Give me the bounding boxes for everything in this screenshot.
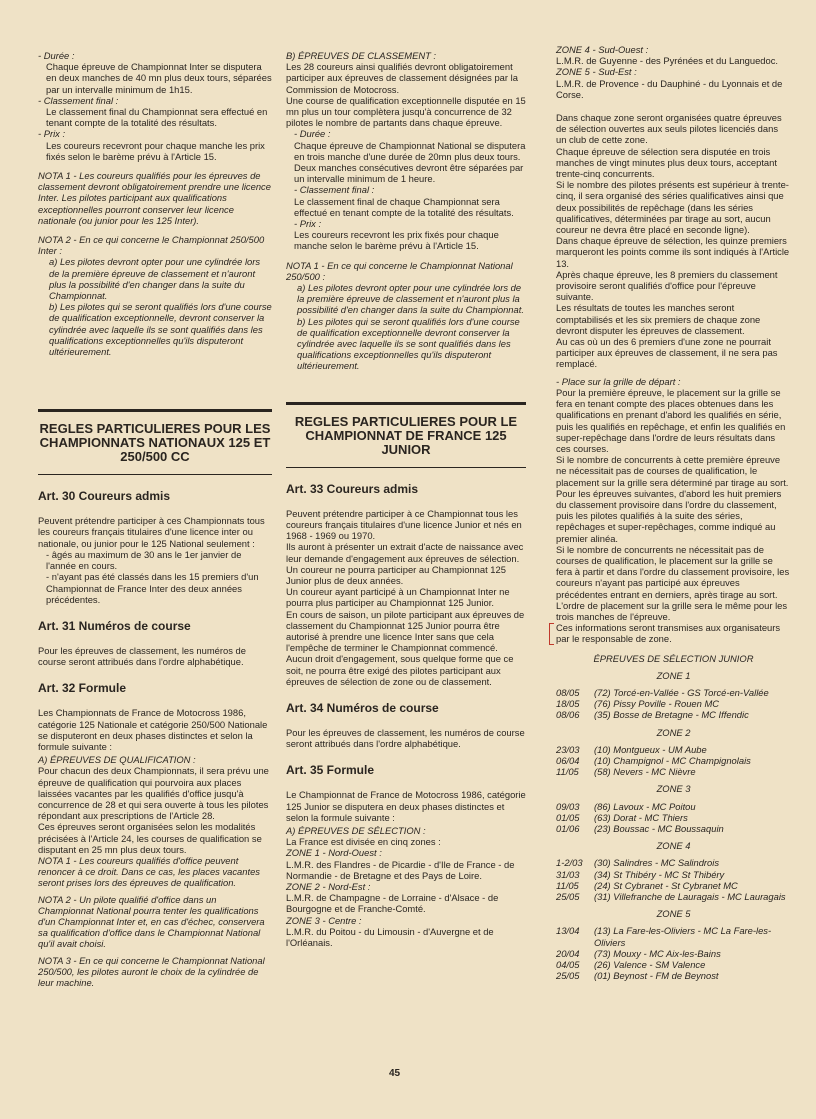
column-2: [286, 50, 526, 948]
schedule-date: 11/05: [556, 766, 579, 778]
page-number: 45: [389, 1068, 401, 1079]
art33-p3: Un coureur ne pourra participer au Championnat 125 Junior plus de deux années.: [286, 563, 506, 586]
schedule-event: (24) St Cybranet - St Cybranet MC: [594, 879, 738, 891]
zone5-text: L.M.R. de Provence - du Dauphiné - du Lyonnais et de Corse.: [556, 77, 783, 100]
schedule-date: 06/04: [556, 754, 580, 766]
art32-sub-p1: Pour chacun des deux Championnats, il sera prévu une épreuve de qualification qui pourvoira aux places laissées vacantes par les qualifiés d'office jusqu'à concurrence de 28 et qui sera ouverte à tous les pilotes répondant aux prescriptions de l'Article 28.: [38, 765, 269, 822]
schedule-event: (58) Nevers - MC Nièvre: [594, 766, 696, 778]
classement-p2: Une course de qualification exceptionnelle disputée en 15 mn plus un tour complètera jusqu'à concurrence de 32 pilotes le nombre de partants dans chaque épreuve.: [286, 94, 526, 129]
schedule-row: [556, 959, 791, 970]
art33-p5: En cours de saison, un pilote participant aux épreuves de classement du Championnat 125 Junior pourra être autorisé à prendre une licence Inter sans que cela l'empêche de terminer le Championnat commencé.: [286, 608, 525, 654]
schedule-row: [556, 925, 791, 947]
schedule-event: (13) La Fare-les-Oliviers - MC La Fare-les-Oliviers: [594, 925, 772, 948]
schedule-zone-title: ZONE 1: [656, 669, 691, 681]
schedule-event: (73) Mouxy - MC Aix-les-Bains: [594, 947, 721, 959]
schedule-event: (76) Pissy Poville - Rouen MC: [594, 698, 720, 710]
art35-sub: A) ÉPREUVES DE SÉLECTION :: [286, 824, 426, 836]
schedule-zone-title: ZONE 2: [656, 726, 691, 738]
classement-p1: Les 28 coureurs ainsi qualifiés devront obligatoirement participer aux épreuves de classement désignées par la Commission de Motocross.: [286, 61, 518, 95]
nota-block: [38, 170, 272, 357]
schedule-event: (35) Bosse de Bretagne - MC Iffendic: [594, 709, 749, 721]
schedule-row: [556, 687, 791, 698]
grid-p5: L'ordre de placement sur la grille sera le même pour les trois manches de l'épreuve.: [556, 599, 788, 622]
section-rule-junior-thin: [286, 467, 526, 468]
c3-p2: Chaque épreuve de sélection sera disputée en trois manches de vingt minutes plus deux tours, acceptant trente-cinq concurrents.: [556, 145, 777, 180]
schedule-event: (23) Boussac - MC Boussaquin: [594, 823, 724, 834]
c3-p3: Si le nombre des pilotes présents est supérieur à trente-cinq, il sera organisé des séries qualificatives ainsi que deux possibilités de repêchage (dans les séries qualificatives, déterminées par tirage au sort, aucun coureur ne devra être placé en seconde ligne).: [556, 179, 789, 236]
art30-p2: - âgés au maximum de 30 ans le 1er janvier de l'année en cours.: [46, 548, 242, 572]
zone2-text: L.M.R. de Champagne - de Lorraine - d'Alsace - de Bourgogne et de Franche-Comté.: [286, 892, 499, 915]
art32-nota-2: NOTA 2 - Un pilote qualifié d'office dans un Championnat National pourra tenter les qualifications d'un Championnat Inter et, en cas d'échec, conservera sa qualification d'office dans le Championnat National qu'il avait choisi.: [38, 893, 265, 950]
classement-text: Le classement final du Championnat sera effectué en tenant compte de la totalité des résultats.: [46, 106, 268, 129]
c3-p1: Dans chaque zone seront organisées quatre épreuves de sélection ouvertes aux seuls pilotes licenciés dans un club de cette zone.: [556, 112, 782, 146]
art35-sub-p1: La France est divisée en cinq zones :: [286, 836, 441, 848]
red-bracket-mark: [549, 623, 554, 645]
marked-paragraph: [556, 622, 791, 644]
art32-nota-1: NOTA 1 - Les coureurs qualifiés d'office peuvent renoncer à ce droit. Dans ce cas, les places vacantes seront prises lors des épreuves de qualification.: [38, 854, 260, 889]
schedule-date: 01/06: [556, 823, 580, 834]
zone1-text: L.M.R. des Flandres - de Picardie - d'Ile de France - de Normandie - de Bretagne et des Pays de Loire.: [286, 858, 515, 881]
section-rule: [38, 409, 272, 412]
zone3-text: L.M.R. du Poitou - du Limousin - d'Auvergne et de l'Orléanais.: [286, 925, 494, 948]
schedule-event: (10) Montgueux - UM Aube: [594, 743, 707, 755]
c2-classement-text: Le classement final de chaque Championnat sera effectué en tenant compte de la totalité des résultats.: [294, 195, 514, 218]
grid-p3: Pour les épreuves suivantes, d'abord les huit premiers du classement provisoire dans l'ordre du classement, puis les pilotes qualifiés à la suite des séries, repêchages et super-repêchages, comme indiqué au premier alinéa.: [556, 487, 782, 544]
art32-notes: [38, 855, 272, 988]
schedule-row: [556, 755, 791, 766]
duree-text: Chaque épreuve de Championnat Inter se disputera en deux manches de 40 mn plus deux tours, séparées par un intervalle minimum de 1h15.: [46, 61, 272, 95]
schedule-date: 25/05: [556, 970, 580, 982]
grid-heading: - Place sur la grille de départ :: [556, 375, 681, 387]
schedule-event: (63) Dorat - MC Thiers: [594, 811, 688, 823]
art33-p6: Aucun droit d'engagement, sous quelque forme que ce soit, ne pourra être exigé des pilotes participant aux épreuves de sélection de zone ou de classement.: [286, 653, 514, 687]
c2-duree-heading: - Durée :: [294, 128, 331, 140]
art33-title: Art. 33 Coureurs admis: [286, 481, 419, 496]
schedule-date: 31/03: [556, 868, 580, 880]
schedule-row: [556, 812, 791, 823]
schedule-row: [556, 891, 791, 902]
schedule-row: [556, 869, 791, 880]
c3-p7: Au cas où un des 6 premiers d'une zone ne pourrait participer aux épreuves de classement, il ne sera pas remplacé.: [556, 336, 778, 370]
c2-nota: [286, 260, 526, 372]
c3-p5: Après chaque épreuve, les 8 premiers du classement provisoire seront qualifiés d'office pour l'épreuve suivante.: [556, 268, 778, 303]
schedule-date: 04/05: [556, 959, 580, 971]
schedule-date: 11/05: [556, 879, 579, 891]
section-heading-junior: REGLES PARTICULIERES POUR LE CHAMPIONNAT DE FRANCE 125 JUNIOR: [294, 413, 518, 457]
grid-p2: Si le nombre de concurrents à cette première épreuve ne nécessitait pas de courses de qualification, le placement sur la grille sera déterminé par tirage au sort.: [556, 454, 789, 488]
zone3-label: ZONE 3 - Centre :: [286, 914, 362, 926]
schedule-date: 08/05: [556, 686, 580, 698]
c2-classement-heading: - Classement final :: [294, 184, 375, 196]
schedule-event: (72) Torcé-en-Vallée - GS Torcé-en-Vallée: [594, 686, 769, 698]
grid-p1: Pour la première épreuve, le placement sur la grille se fera en tenant compte des places obtenues dans les qualifications en prenant d'abord les qualifiés en série, puis les qualifiés en repêchage, et enfin les qualifiés en super-repêchage dans l'ordre de leurs résultats dans ces courses.: [556, 386, 786, 454]
art34-title: Art. 34 Numéros de course: [286, 700, 439, 715]
schedule-row: [556, 970, 791, 981]
grid-p4: Si le nombre de concurrents ne nécessitait pas de courses de qualification, le placement sur la grille se fera à partir et dans l'ordre du classement provisoire, les coureurs n'ayant pas participé aux épreuves précédentes entrant en derniers, après tirage au sort.: [556, 543, 790, 600]
schedule-row: [556, 948, 791, 959]
zone4-text: L.M.R. de Guyenne - des Pyrénées et du Languedoc.: [556, 55, 779, 67]
prix-text: Les coureurs recevront pour chaque manche les prix fixés selon le barème prévu à l'Article 15.: [46, 139, 265, 162]
epreuves-classement-heading: B) ÉPREUVES DE CLASSEMENT :: [286, 50, 437, 61]
classement-heading: - Classement final :: [38, 94, 119, 106]
schedule-row: [556, 823, 791, 834]
marked-text: Ces informations seront transmises aux organisateurs par le responsable de zone.: [556, 622, 781, 645]
schedule-row: [556, 857, 791, 868]
art32-p1: Les Championnats de France de Motocross 1986, catégorie 125 Nationale et catégorie 250/500 Nationale se disputeront en deux phases distinctes et selon la formule suivante :: [38, 707, 268, 752]
schedule-event: (01) Beynost - FM de Beynost: [594, 970, 719, 982]
schedule-event: (26) Valence - SM Valence: [594, 959, 706, 971]
schedule-date: 23/03: [556, 743, 580, 755]
art32-title: Art. 32 Formule: [38, 681, 127, 696]
schedule-date: 18/05: [556, 698, 580, 710]
section-heading-nationaux: REGLES PARTICULIERES POUR LES CHAMPIONNATS NATIONAUX 125 ET 250/500 CC: [39, 421, 271, 465]
c2-prix-heading: - Prix :: [294, 218, 322, 230]
schedule-event: (86) Lavoux - MC Poitou: [594, 800, 696, 812]
schedule-date: 01/05: [556, 811, 580, 823]
art33-p1: Peuvent prétendre participer à ce Championnat tous les coureurs français titulaires d'une licence Junior et nés en 1968 - 1969 ou 1970.: [286, 507, 522, 542]
schedule-event: (30) Salindres - MC Salindrois: [594, 857, 720, 869]
column-3: [556, 44, 791, 981]
art32-sub-p2: Ces épreuves seront organisées selon les modalités précisées à l'Article 24, les courses de qualification se disputant en 25 mn plus deux tours.: [38, 821, 262, 855]
art33-p2: Ils auront à présenter un extrait d'acte de naissance avec leur demande d'engagement aux épreuves de sélection.: [286, 541, 524, 564]
section-rule-junior: [286, 402, 526, 405]
column-1: [38, 50, 272, 988]
nota-2a: a) Les pilotes devront opter pour une cylindrée lors de la première épreuve de classement et n'auront plus la possibilité d'en changer dans la suite du Championnat.: [49, 256, 261, 302]
schedule-zone-title: ZONE 5: [656, 908, 691, 920]
schedule-date: 20/04: [556, 947, 580, 959]
intro-items: [38, 50, 272, 162]
schedule-zone-title: ZONE 4: [656, 840, 691, 852]
nota-2b: b) Les pilotes qui se seront qualifiés lors d'une course de qualification exceptionnelle, devront conserver la cylindrée avec laquelle ils se sont qualifiés dans les qualifications exceptionnelles qu'ils disputeront ultérieurement.: [49, 301, 272, 358]
schedule-date: 1-2/03: [556, 857, 583, 869]
art30-p1: Peuvent prétendre participer à ces Championnats tous les coureurs français titulaires d'une licence inter ou nationale, ou junior pour le 125 National seulement :: [38, 515, 265, 549]
c2-duree-text: Chaque épreuve de Championnat National se disputera en trois manche d'une durée de 20mn plus deux tours. Deux manches consécutives devront être séparées par un intervalle minimum de 1 heure.: [294, 139, 526, 185]
c3-p6: Les résultats de toutes les manches seront comptabilisés et les six premiers de chaque zone devront disputer les épreuves de classement.: [556, 302, 761, 336]
nota-1: NOTA 1 - Les coureurs qualifiés pour les épreuves de classement devront obligatoirement prendre une licence Inter. Les pilotes participant aux qualifications exceptionnelles pourront conserver leur licence nationale (ou junior pour les 125 Inter).: [38, 170, 271, 226]
art35-p1: Le Championnat de France de Motocross 1986, catégorie 125 Junior se disputera en deux phases distinctes et selon la formule suivante :: [286, 789, 526, 823]
art34-p1: Pour les épreuves de classement, les numéros de course seront attribués dans l'ordre alphabétique.: [286, 726, 525, 750]
c2-nota-1: NOTA 1 - En ce qui concerne le Championnat National 250/500 :: [286, 259, 513, 282]
zone2-label: ZONE 2 - Nord-Est :: [286, 880, 371, 892]
schedule-date: 25/05: [556, 891, 580, 903]
schedule-row: [556, 880, 791, 891]
art31-title: Art. 31 Numéros de course: [38, 618, 191, 633]
schedule-event: (10) Champignol - MC Champignolais: [594, 754, 751, 766]
schedule-date: 13/04: [556, 925, 580, 937]
duree-heading: - Durée :: [38, 50, 75, 61]
art32-nota-3: NOTA 3 - En ce qui concerne le Championnat National 250/500, les pilotes auront le choix de la cylindrée de leur machine.: [38, 954, 265, 988]
art30-title: Art. 30 Coureurs admis: [38, 489, 171, 504]
zone1-label: ZONE 1 - Nord-Ouest :: [286, 847, 382, 859]
schedule-zone-title: ZONE 3: [656, 783, 691, 795]
schedule-title: ÉPREUVES DE SÉLECTION JUNIOR: [593, 652, 754, 664]
schedule: [556, 670, 791, 982]
schedule-row: [556, 709, 791, 720]
schedule-event: (34) St Thibéry - MC St Thibéry: [594, 868, 725, 880]
art33-p4: Un coureur ayant participé à un Championnat Inter ne pourra plus participer au Championnat 125 Junior.: [286, 586, 510, 609]
section-rule-thin: [38, 474, 272, 475]
schedule-row: [556, 698, 791, 709]
nota-2: NOTA 2 - En ce qui concerne le Championnat 250/500 Inter :: [38, 234, 265, 257]
art30-p3: - n'ayant pas été classés dans les 15 premiers d'un Championnat de France Inter des deux années précédentes.: [46, 571, 259, 605]
c3-p4: Dans chaque épreuve de sélection, les quinze premiers marqueront les points comme ils sont indiqués à l'Article 13.: [556, 235, 790, 269]
art35-title: Art. 35 Formule: [286, 763, 375, 778]
art32-sub: A) ÉPREUVES DE QUALIFICATION :: [38, 754, 196, 766]
zone4-label: ZONE 4 - Sud-Ouest :: [556, 44, 649, 55]
schedule-date: 09/03: [556, 800, 580, 812]
schedule-date: 08/06: [556, 709, 580, 721]
schedule-row: [556, 801, 791, 812]
c2-prix-text: Les coureurs recevront les prix fixés pour chaque manche selon le barème prévu à l'Article 15.: [294, 229, 499, 252]
prix-heading: - Prix :: [38, 128, 66, 140]
c2-nota-1a: a) Les pilotes devront opter pour une cylindrée lors de la première épreuve de classement et n'auront plus la possibilité d'en changer dans la suite du Championnat.: [297, 282, 524, 316]
schedule-event: (31) Villefranche de Lauragais - MC Lauragais: [594, 891, 786, 903]
schedule-row: [556, 766, 791, 777]
art31-p1: Pour les épreuves de classement, les numéros de course seront attribués dans l'ordre alphabétique.: [38, 644, 246, 668]
zone5-label: ZONE 5 - Sud-Est :: [556, 66, 637, 78]
c2-nota-1b: b) Les pilotes qui se seront qualifiés lors d'une course de qualification exceptionnelle devront conserver la cylindrée avec laquelle ils se sont qualifiés dans les qualifications exceptionnelles qu'ils disputeront ultérieurement.: [297, 315, 520, 372]
schedule-row: [556, 744, 791, 755]
